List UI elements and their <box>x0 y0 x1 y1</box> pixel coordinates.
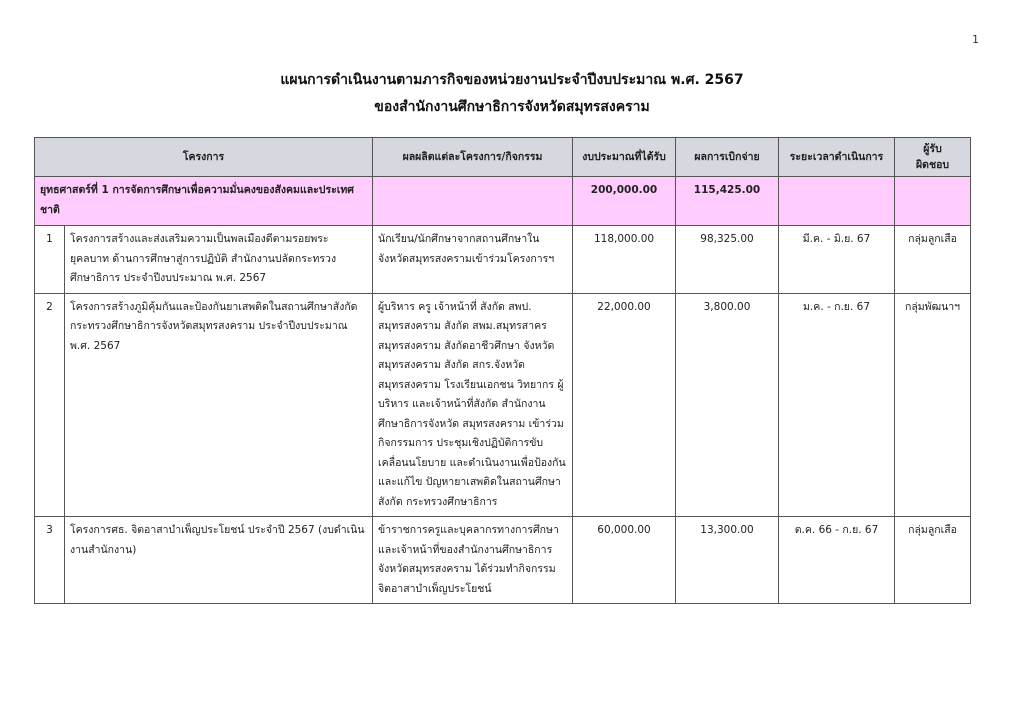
strategy-period <box>779 177 895 226</box>
strategy-budget: 200,000.00 <box>573 177 676 226</box>
strategy-disbursed: 115,425.00 <box>676 177 779 226</box>
page-number: 1 <box>972 33 979 46</box>
row-disbursed: 98,325.00 <box>676 226 779 294</box>
row-responsible: กลุ่มลูกเสือ <box>895 226 971 294</box>
strategy-output <box>373 177 573 226</box>
strategy-row <box>35 177 971 226</box>
row-budget: 60,000.00 <box>573 517 676 604</box>
row-project: โครงการสร้างและส่งเสริมความเป็นพลเมืองดีตามรอยพระยุคลบาท ด้านการศึกษาสู่การปฏิบัติ สำนักงานปลัดกระทรวงศึกษาธิการ ประจำปีงบประมาณ พ.ศ. 2567 <box>65 226 373 294</box>
table-row <box>35 517 971 604</box>
header-output: ผลผลิตแต่ละโครงการ/กิจกรรม <box>373 138 573 177</box>
table-header-row <box>35 138 971 177</box>
row-project: โครงการสร้างภูมิคุ้มกันและป้องกันยาเสพติดในสถานศึกษาสังกัด กระทรวงศึกษาธิการจังหวัดสมุทรสงคราม ประจำปีงบประมาณ พ.ศ. 2567 <box>65 293 373 517</box>
row-output: นักเรียน/นักศึกษาจากสถานศึกษาใน จังหวัดสมุทรสงครามเข้าร่วมโครงการฯ <box>373 226 573 294</box>
header-responsible <box>895 138 971 177</box>
document-title: แผนการดำเนินงานตามภารกิจของหน่วยงานประจำปีงบประมาณ พ.ศ. 2567 <box>280 72 744 88</box>
row-number: 3 <box>35 517 65 604</box>
strategy-responsible <box>895 177 971 226</box>
row-output: ข้าราชการครูและบุคลากรทางการศึกษา และเจ้าหน้าที่ของสำนักงานศึกษาธิการ จังหวัดสมุทรสงคราม ได้ร่วมทำกิจกรรม จิตอาสาบำเพ็ญประโยชน์ <box>373 517 573 604</box>
header-period: ระยะเวลาดำเนินการ <box>779 138 895 177</box>
header-project: โครงการ <box>35 138 373 177</box>
row-number: 2 <box>35 293 65 517</box>
row-disbursed: 13,300.00 <box>676 517 779 604</box>
row-budget: 118,000.00 <box>573 226 676 294</box>
header-responsible-line1: ผู้รับ <box>923 143 942 155</box>
row-budget: 22,000.00 <box>573 293 676 517</box>
row-project: โครงการศธ. จิตอาสาบำเพ็ญประโยชน์ ประจำปี 2567 (งบดำเนินงานสำนักงาน) <box>65 517 373 604</box>
document-subtitle: ของสำนักงานศึกษาธิการจังหวัดสมุทรสงคราม <box>374 99 650 115</box>
strategy-title: ยุทธศาสตร์ที่ 1 การจัดการศึกษาเพื่อความมั่นคงของสังคมและประเทศชาติ <box>35 177 373 226</box>
table-row <box>35 226 971 294</box>
header-budget: งบประมาณที่ได้รับ <box>573 138 676 177</box>
row-period: ม.ค. - ก.ย. 67 <box>779 293 895 517</box>
row-disbursed: 3,800.00 <box>676 293 779 517</box>
row-number: 1 <box>35 226 65 294</box>
header-disbursed: ผลการเบิกจ่าย <box>676 138 779 177</box>
row-period: มี.ค. - มิ.ย. 67 <box>779 226 895 294</box>
row-period: ต.ค. 66 - ก.ย. 67 <box>779 517 895 604</box>
table-row <box>35 293 971 517</box>
plan-table <box>34 137 971 604</box>
row-output: ผู้บริหาร ครู เจ้าหน้าที่ สังกัด สพป. สมุทรสงคราม สังกัด สพม.สมุทรสาคร สมุทรสงคราม สังกัดอาชีวศึกษา จังหวัดสมุทรสงคราม สังกัด สกร.จังหวัด สมุทรสงคราม โรงเรียนเอกชน วิทยากร ผู้บริหาร และเจ้าหน้าที่สังกัด สำนักงานศึกษาธิการจังหวัด สมุทรสงคราม เข้าร่วมกิจกรรมการ ประชุมเชิงปฏิบัติการขับเคลื่อนนโยบาย และดำเนินงานเพื่อป้องกันและแก้ไข ปัญหายาเสพติดในสถานศึกษา สังกัด กระทรวงศึกษาธิการ <box>373 293 573 517</box>
row-responsible: กลุ่มพัฒนาฯ <box>895 293 971 517</box>
header-responsible-line2: ผิดชอบ <box>915 159 950 171</box>
row-responsible: กลุ่มลูกเสือ <box>895 517 971 604</box>
